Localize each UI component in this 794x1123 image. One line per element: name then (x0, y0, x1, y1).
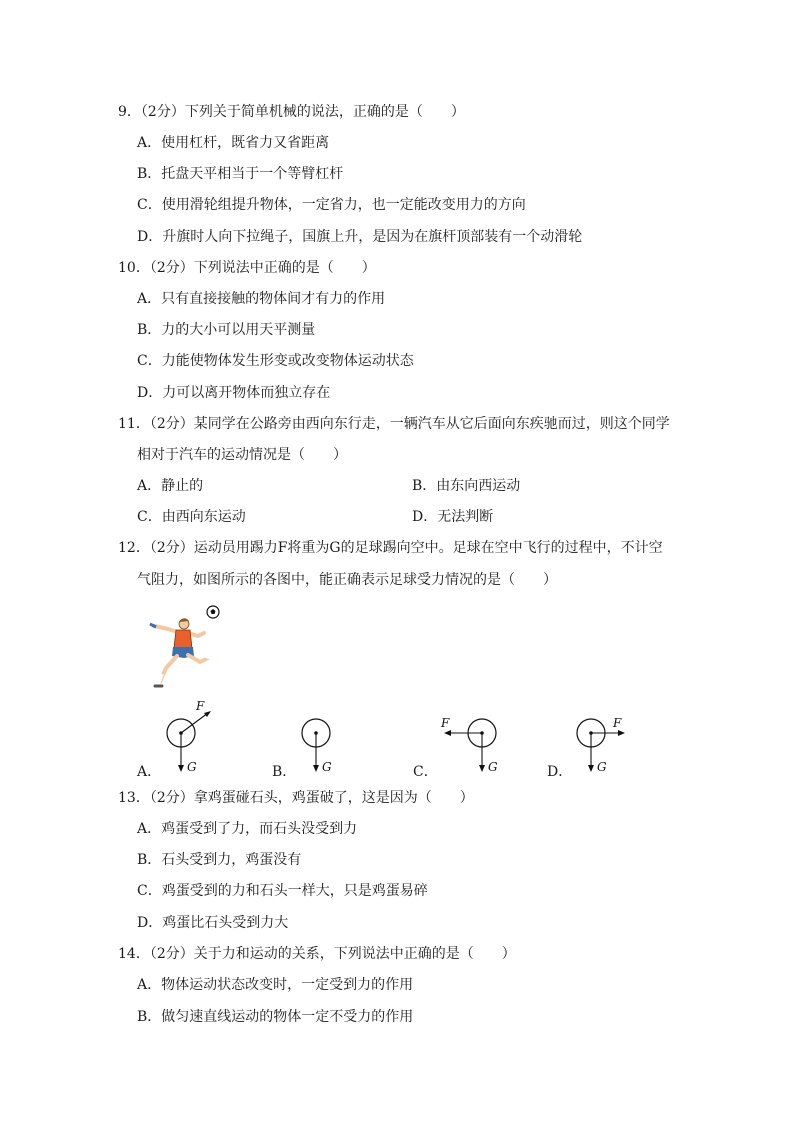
soccer-ball-icon (207, 606, 219, 618)
q9-option-c: C．使用滑轮组提升物体，一定省力，也一定能改变用力的方向 (137, 197, 526, 213)
q10-option-a: A．只有直接接触的物体间才有力的作用 (137, 291, 386, 307)
q9-option-a: A．使用杠杆，既省力又省距离 (137, 135, 330, 151)
q12-option-c-label: C． (413, 764, 438, 780)
q11-stem-line2: 相对于汽车的运动情况是（ ） (137, 447, 347, 463)
q12-stem-line2: 气阻力，如图所示的各图中，能正确表示足球受力情况的是（ ） (137, 572, 557, 588)
force-f-label: F (441, 716, 450, 730)
soccer-player-illustration (138, 600, 228, 692)
q14-stem: 14．（2分）关于力和运动的关系，下列说法中正确的是（ ） (118, 946, 516, 962)
q11-option-c: C．由西向东运动 (137, 509, 246, 525)
q9-option-b: B．托盘天平相当于一个等臂杠杆 (137, 166, 344, 182)
q13-stem: 13．（2分）拿鸡蛋碰石头，鸡蛋破了，这是因为（ ） (118, 790, 474, 806)
q10-option-d: D．力可以离开物体而独立存在 (137, 385, 331, 401)
q10-option-c: C．力能使物体发生形变或改变物体运动状态 (137, 353, 414, 369)
q11-option-a: A．静止的 (137, 478, 204, 494)
q14-option-b: B．做匀速直线运动的物体一定不受力的作用 (137, 1009, 414, 1025)
q12-option-a-label: A． (137, 764, 162, 780)
q13-option-b: B．石头受到力，鸡蛋没有 (137, 852, 302, 868)
force-g-label: G (322, 760, 332, 774)
q12-stem-line1: 12．（2分）运动员用踢力F将重为G的足球踢向空中。足球在空中飞行的过程中，不计空 (118, 540, 663, 556)
q12-diagram-c (432, 700, 522, 780)
q11-stem-line1: 11．（2分）某同学在公路旁由西向东行走，一辆汽车从它后面向东疾驰而过，则这个同学 (118, 416, 670, 432)
q12-diagram-a (156, 700, 226, 780)
q11-option-d: D．无法判断 (412, 509, 494, 525)
force-g-label: G (597, 760, 607, 774)
q11-option-b: B．由东向西运动 (412, 478, 521, 494)
q14-option-a: A．物体运动状态改变时，一定受到力的作用 (137, 977, 414, 993)
q13-option-c: C．鸡蛋受到的力和石头一样大，只是鸡蛋易碎 (137, 883, 428, 899)
force-f-label: F (613, 716, 622, 730)
q9-stem: 9．（2分）下列关于简单机械的说法，正确的是（ ） (118, 104, 465, 120)
force-g-label: G (187, 760, 197, 774)
force-g-label: G (488, 760, 498, 774)
q12-option-b-label: B． (272, 764, 297, 780)
q9-option-d: D．升旗时人向下拉绳子，国旗上升，是因为在旗杆顶部装有一个动滑轮 (137, 229, 583, 245)
q13-option-d: D．鸡蛋比石头受到力大 (137, 915, 289, 931)
q13-option-a: A．鸡蛋受到了力，而石头没受到力 (137, 821, 358, 837)
q12-diagram-d (566, 700, 646, 780)
q10-option-b: B．力的大小可以用天平测量 (137, 322, 316, 338)
q10-stem: 10．（2分）下列说法中正确的是（ ） (118, 260, 376, 276)
force-f-label: F (196, 700, 205, 713)
q12-option-d-label: D． (547, 764, 573, 780)
q12-diagram-b (291, 700, 351, 780)
